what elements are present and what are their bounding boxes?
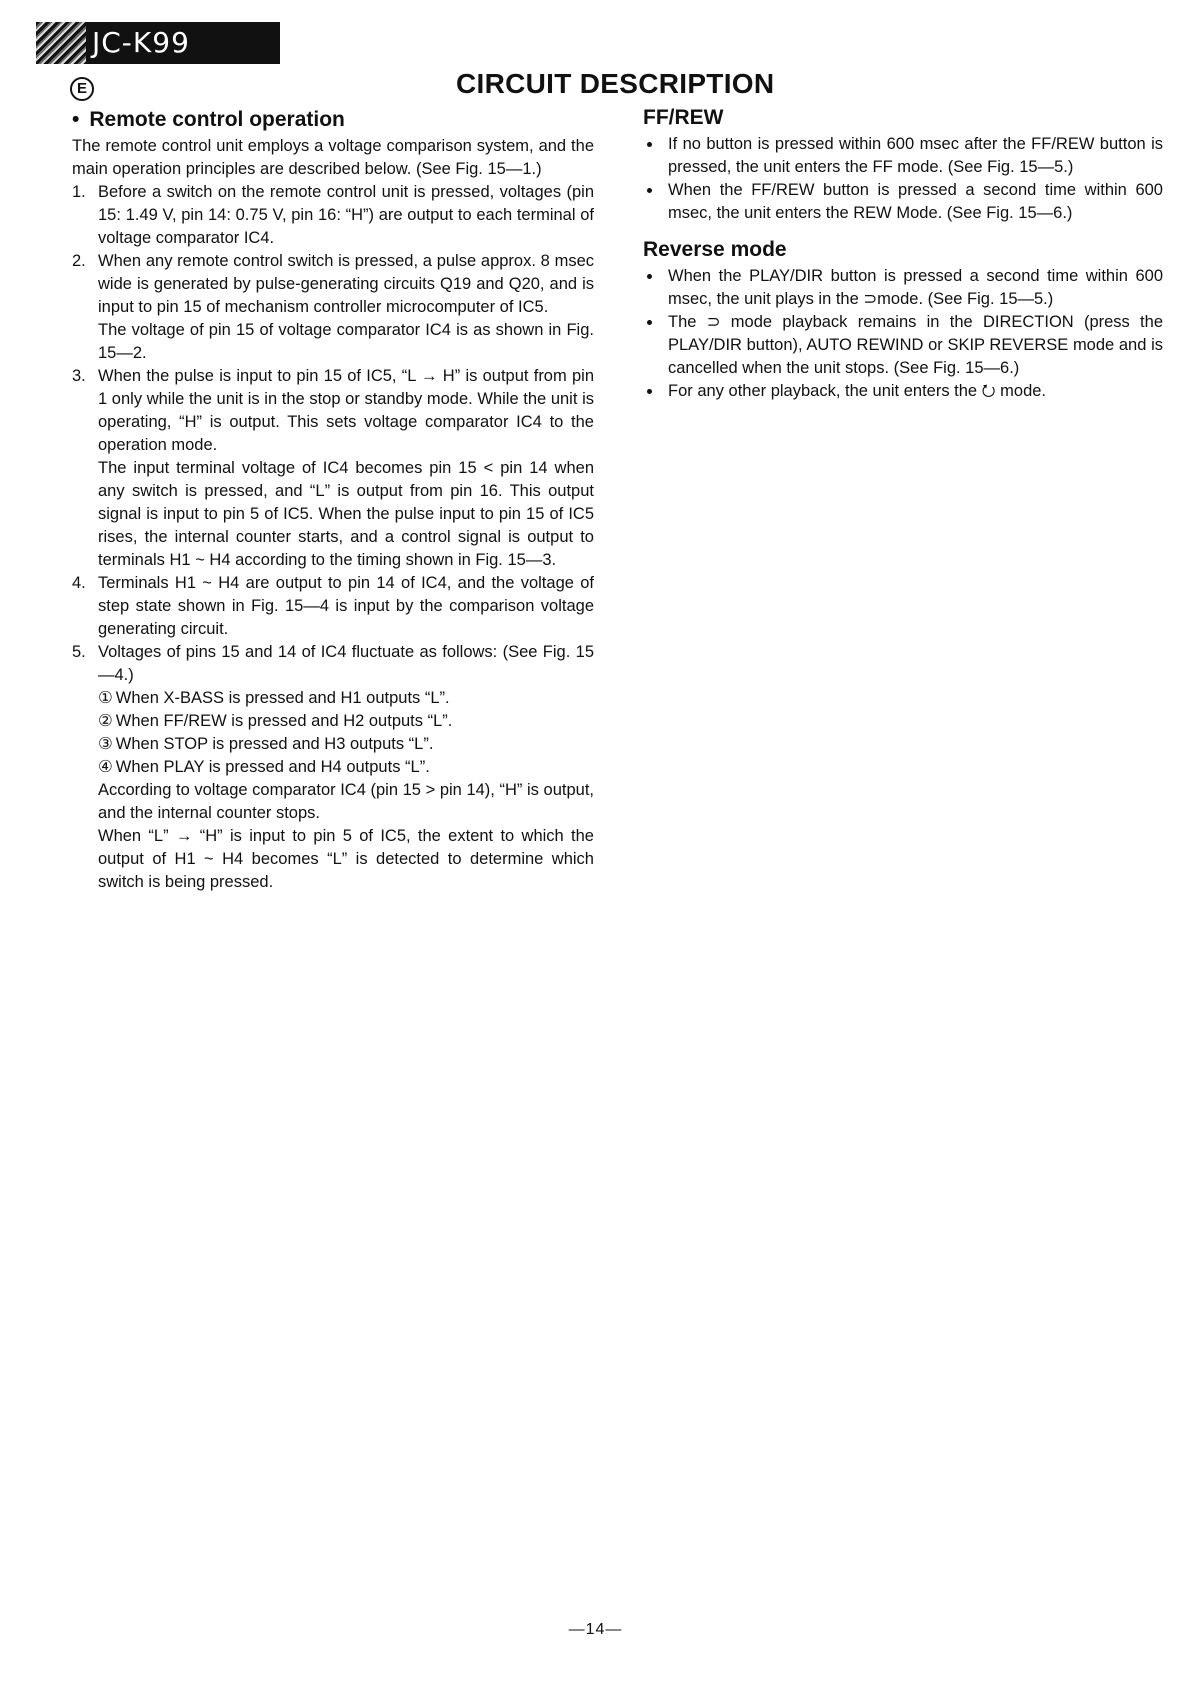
switch-case-item: ① When X-BASS is pressed and H1 outputs “L”. (98, 689, 450, 707)
page-title: CIRCUIT DESCRIPTION (456, 68, 775, 99)
list-item: 3. When the pulse is input to pin 15 of IC5, “L → H” is output from pin 1 only while the unit is in the stop or standby mode. While the unit is operating, “H” is output. This sets voltage comparator IC4 to the operation mode. The input terminal voltage of IC4 becomes pin 15 < pin 14 when any switch is pressed, and “L” is output from pin 16. This output signal is input to pin 5 of IC5. When the pulse input to pin 15 of IC5 rises, the internal counter starts, and a control signal is output to terminals H1 ~ H4 according to the timing shown in Fig. 15—3. (72, 365, 594, 572)
step-paragraph: Before a switch on the remote control unit is pressed, voltages (pin 15: 1.49 V, pin 14: 0.75 V, pin 16: “H”) are output to each terminal of voltage comparator IC4. (98, 183, 594, 247)
step-paragraph: The voltage of pin 15 of voltage comparator IC4 is as shown in Fig. 15—2. (98, 321, 594, 362)
step-paragraph: According to voltage comparator IC4 (pin 15 > pin 14), “H” is output, and the internal counter stops. (98, 781, 594, 822)
section-heading-ffrew: FF/REW (643, 106, 724, 129)
step-paragraph: Voltages of pins 15 and 14 of IC4 fluctuate as follows: (See Fig. 15—4.) (98, 643, 594, 684)
steps-list (72, 181, 594, 894)
step-paragraph: When the pulse is input to pin 15 of IC5, “L → H” is output from pin 1 only while the unit is in the stop or standby mode. While the unit is operating, “H” is output. This sets voltage comparator IC4 to the operation mode. (98, 367, 594, 454)
reverse-list (643, 265, 1163, 403)
badge-texture (36, 22, 86, 64)
switch-case-item: ② When FF/REW is pressed and H2 outputs “L”. (98, 712, 453, 730)
step-paragraph: When any remote control switch is pressed, a pulse approx. 8 msec wide is generated by pulse-generating circuits Q19 and Q20, and is input to pin 15 of mechanism controller microcomputer of IC5. (98, 252, 594, 316)
page-number: —14— (568, 1621, 623, 1638)
section-heading-remote: • Remote control operation (72, 108, 345, 131)
bullet-icon: • (72, 108, 80, 131)
right-column (643, 105, 1163, 403)
section-heading-reverse: Reverse mode (643, 238, 787, 261)
step-paragraph: When “L” → “H” is input to pin 5 of IC5, the extent to which the output of H1 ~ H4 becomes “L” is detected to determine which switch is being pressed. (98, 827, 594, 891)
list-item: When the FF/REW button is pressed a second time within 600 msec, the unit enters the REW Mode. (See Fig. 15—6.) (643, 179, 1163, 225)
model-name: JC-K99 (92, 26, 190, 59)
switch-case-item: ④ When PLAY is pressed and H4 outputs “L”. (98, 758, 430, 776)
list-item: 1. Before a switch on the remote control unit is pressed, voltages (pin 15: 1.49 V, pin 14: 0.75 V, pin 16: “H”) are output to each terminal of voltage comparator IC4. (72, 181, 594, 250)
intro-paragraph: The remote control unit employs a voltage comparison system, and the main operation principles are described below. (See Fig. 15—1.) (72, 137, 594, 178)
left-column (72, 107, 594, 894)
list-item: For any other playback, the unit enters the ⭮ mode. (643, 380, 1163, 403)
list-item: The ⊃ mode playback remains in the DIRECTION (press the PLAY/DIR button), AUTO REWIND or SKIP REVERSE mode and is cancelled when the unit stops. (See Fig. 15—6.) (643, 311, 1163, 380)
list-item: 2. When any remote control switch is pressed, a pulse approx. 8 msec wide is generated by pulse-generating circuits Q19 and Q20, and is input to pin 15 of mechanism controller microcomputer of IC5. The voltage of pin 15 of voltage comparator IC4 is as shown in Fig. 15—2. (72, 250, 594, 365)
list-item: 4. Terminals H1 ~ H4 are output to pin 14 of IC4, and the voltage of step state shown in Fig. 15—4 is input by the comparison voltage generating circuit. (72, 572, 594, 641)
step-paragraph: The input terminal voltage of IC4 becomes pin 15 < pin 14 when any switch is pressed, and “L” is output from pin 16. This output signal is input to pin 5 of IC5. When the pulse input to pin 15 of IC5 rises, the internal counter starts, and a control signal is output to terminals H1 ~ H4 according to the timing shown in Fig. 15—3. (98, 459, 594, 569)
ffrew-list (643, 133, 1163, 225)
switch-case-item: ③ When STOP is pressed and H3 outputs “L”. (98, 735, 434, 753)
list-item: When the PLAY/DIR button is pressed a second time within 600 msec, the unit plays in the ⊃mode. (See Fig. 15—5.) (643, 265, 1163, 311)
list-item: 5. Voltages of pins 15 and 14 of IC4 fluctuate as follows: (See Fig. 15—4.) ① When X-BASS is pressed and H1 outputs “L”. ② When FF/REW is pressed and H2 outputs “L”. ③ When STOP is pressed and H3 outputs “L”. ④ When PLAY is pressed and H4 outputs “L”. According to voltage comparator IC4 (pin 15 > pin 14), “H” is output, and the internal counter stops. When “L” → “H” is input to pin 5 of IC5, the extent to which the output of H1 ~ H4 becomes “L” is detected to determine which switch is being pressed. (72, 641, 594, 894)
step-paragraph: Terminals H1 ~ H4 are output to pin 14 of IC4, and the voltage of step state shown in Fig. 15—4 is input by the comparison voltage generating circuit. (98, 574, 594, 638)
model-badge (36, 22, 280, 64)
list-item: If no button is pressed within 600 msec after the FF/REW button is pressed, the unit enters the FF mode. (See Fig. 15—5.) (643, 133, 1163, 179)
language-mark-icon: E (70, 77, 94, 101)
